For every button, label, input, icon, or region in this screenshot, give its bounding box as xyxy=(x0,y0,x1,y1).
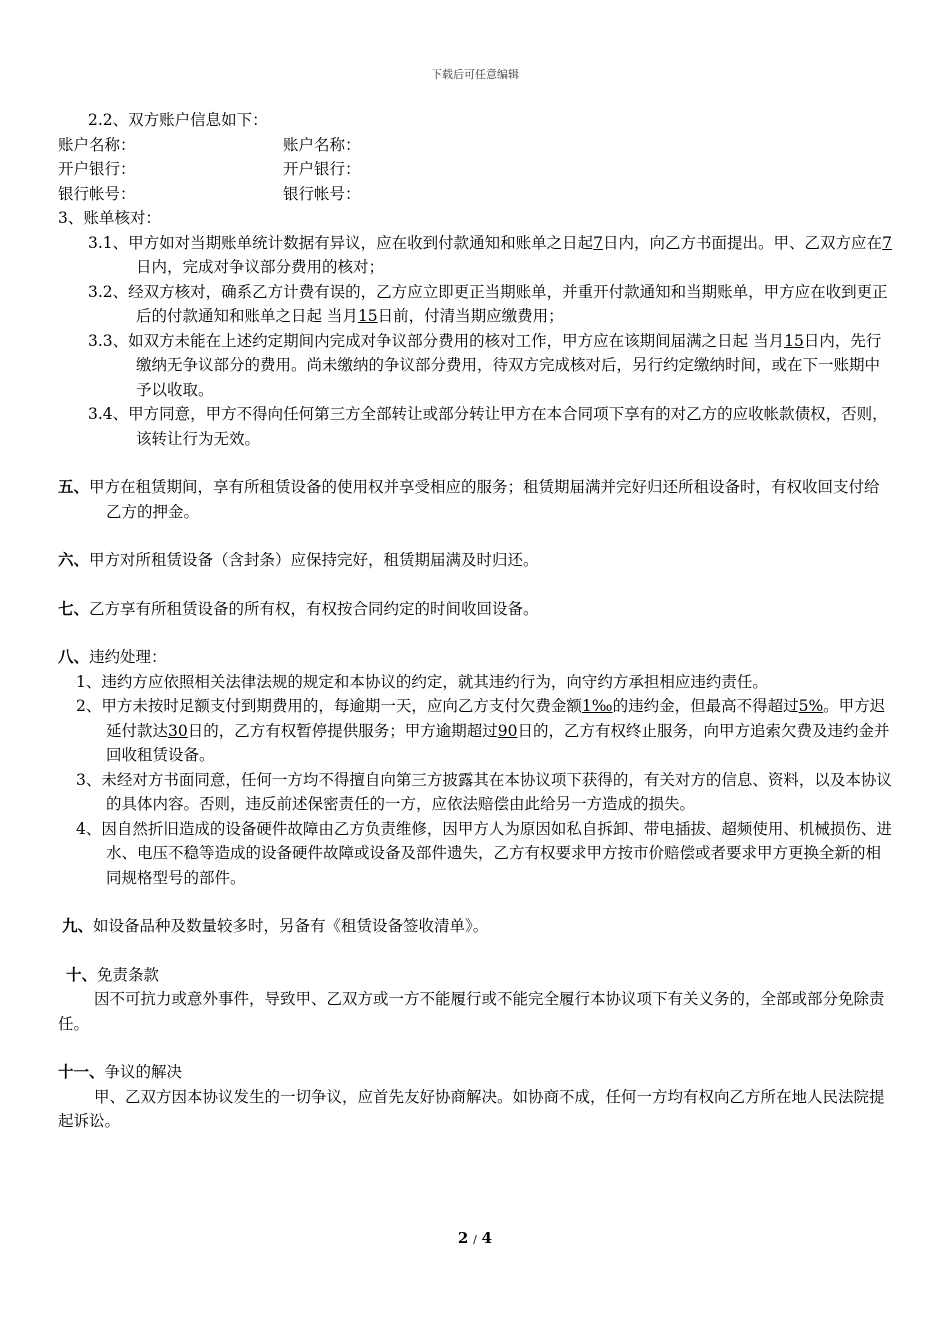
terminate-days-value: 90 xyxy=(497,721,518,740)
clause-text: 甲方同意，甲方不得向任何第三方全部转让或部分转让甲方在本合同项下享有的对乙方的应收帐款债权，否则，该转让行为无效。 xyxy=(128,405,888,448)
item-number: 3、 xyxy=(76,770,102,789)
clause-3-4-number: 3.4、 xyxy=(88,405,129,423)
days-value: 7 xyxy=(593,233,604,252)
section-7-number: 七、 xyxy=(58,598,90,618)
item-text: 因自然折旧造成的设备硬件故障由乙方负责维修，因甲方人为原因如私自拆卸、带电插拔、超频使用、机械损伤、进水、电压不稳等造成的设备硬件故障或设备及部件遗失，乙方有权要求甲方按市价赔偿或者要求甲方更换全新的相同规格型号的部件。 xyxy=(101,819,892,887)
section-text: 乙方享有所租赁设备的所有权，有权按合同约定的时间收回设备。 xyxy=(89,599,539,618)
breach-item-1 xyxy=(58,670,894,695)
item-text: 日的，乙方有权终止服务，向甲方追索欠费及违约金并回收租赁设备。 xyxy=(106,721,890,764)
section-5 xyxy=(58,475,894,524)
day-value: 15 xyxy=(357,307,378,325)
clause-text: 经双方核对，确系乙方计费有误的，乙方应立即更正当期账单，并重开付款通知和当期账单，甲方应在收到更正后的付款通知和账单之日起 当月 xyxy=(128,282,888,325)
party-b-bank-label: 开户银行： xyxy=(283,160,361,178)
days-value: 7 xyxy=(882,233,892,252)
section-9 xyxy=(58,914,894,939)
breach-item-3 xyxy=(58,768,894,817)
section-11-text: 甲、乙双方因本协议发生的一切争议，应首先友好协商解决。如协商不成，任何一方均有权向乙方所在地人民法院提起诉讼。 xyxy=(58,1087,885,1130)
breach-item-2 xyxy=(58,694,894,768)
page-total: 4 xyxy=(481,1229,493,1247)
section-10-title xyxy=(58,963,894,988)
party-a-account-name-label: 账户名称： xyxy=(58,135,136,154)
section-11-title xyxy=(58,1060,894,1085)
section-10-text: 因不可抗力或意外事件，导致甲、乙双方或一方不能履行或不能完全履行本协议项下有关义务的，全部或部分免除责任。 xyxy=(58,990,885,1033)
item-text: 的违约金，但最高不得超过 xyxy=(612,697,799,715)
day-value: 15 xyxy=(784,331,804,350)
clause-3-1 xyxy=(58,231,894,280)
section-8-title xyxy=(58,645,894,670)
party-b-account-name-label: 账户名称： xyxy=(283,135,361,154)
item-number: 4、 xyxy=(76,819,102,838)
page-number: 2 xyxy=(457,1229,469,1247)
clause-text: 如双方未能在上述约定期间内完成对争议部分费用的核对工作，甲方应在该期间届满之日起 当月 xyxy=(128,331,785,350)
document-body xyxy=(58,108,894,1134)
clause-3-2-number: 3.2、 xyxy=(88,282,129,301)
party-a-account-number-label: 银行帐号： xyxy=(58,184,136,203)
item-text: 未经对方书面同意，任何一方均不得擅自向第三方披露其在本协议项下获得的，有关对方的信息、资料，以及本协议的具体内容。否则，违反前述保密责任的一方，应依法赔偿由此给另一方造成的损失。 xyxy=(101,770,892,813)
section-9-number: 九、 xyxy=(62,916,94,935)
section-8-number: 八、 xyxy=(58,647,90,666)
section-6 xyxy=(58,548,894,573)
clause-text: 日内，向乙方书面提出。甲、乙双方应在 xyxy=(603,233,883,252)
clause-text: 日前，付清当期应缴费用； xyxy=(377,307,564,325)
item-text: 。甲方迟延付款达 xyxy=(106,697,886,740)
clause-3-3 xyxy=(58,329,894,403)
section-2-2-title: 2.2、双方账户信息如下： xyxy=(88,111,268,129)
section-10-number: 十、 xyxy=(66,964,98,984)
clause-3-2 xyxy=(58,280,894,329)
clause-text: 日内，完成对争议部分费用的核对； xyxy=(136,258,385,276)
section-5-number: 五、 xyxy=(58,477,90,496)
section-11-number: 十一、 xyxy=(58,1062,105,1081)
item-number: 2、 xyxy=(76,697,102,715)
item-text: 甲方未按时足额支付到期费用的，每逾期一天，应向乙方支付欠费金额 xyxy=(101,697,582,715)
page-footer xyxy=(0,1229,950,1247)
party-a-bank-label: 开户银行： xyxy=(58,160,136,178)
clause-3-4 xyxy=(58,402,894,451)
clause-3-1-number: 3.1、 xyxy=(88,233,129,252)
clause-text: 日内，先行缴纳无争议部分的费用。尚未缴纳的争议部分费用，待双方完成核对后，另行约定缴纳时间，或在下一账期中予以收取。 xyxy=(136,331,882,399)
section-text: 甲方在租赁期间，享有所租赁设备的使用权并享受相应的服务；租赁期届满并完好归还所租设备时，有权收回支付给乙方的押金。 xyxy=(89,478,880,521)
section-title: 违约处理： xyxy=(89,648,167,666)
item-text: 日的，乙方有权暂停提供服务；甲方逾期超过 xyxy=(187,721,498,740)
page-separator: / xyxy=(473,1233,477,1246)
item-text: 违约方应依照相关法律法规的规定和本协议的约定，就其违约行为，向守约方承担相应违约责任。 xyxy=(101,672,768,691)
section-6-number: 六、 xyxy=(58,550,90,569)
section-7 xyxy=(58,597,894,622)
account-row-name xyxy=(58,133,894,158)
section-title: 争议的解决 xyxy=(104,1063,183,1081)
section-title: 免责条款 xyxy=(97,965,160,984)
suspend-days-value: 30 xyxy=(168,721,188,740)
section-text: 甲方对所租赁设备（含封条）应保持完好，租赁期届满及时归还。 xyxy=(89,551,539,569)
clause-text: 甲方如对当期账单统计数据有异议，应在收到付款通知和账单之日起 xyxy=(128,233,594,252)
clause-3-3-number: 3.3、 xyxy=(88,331,129,350)
penalty-rate-value: 1‰ xyxy=(581,697,613,715)
party-b-account-number-label: 银行帐号： xyxy=(283,184,361,203)
penalty-cap-value: 5% xyxy=(798,697,824,715)
section-3-title: 3、账单核对： xyxy=(58,209,161,227)
account-row-bank xyxy=(58,157,894,182)
page-header: 下载后可任意编辑 xyxy=(431,68,519,81)
item-number: 1、 xyxy=(76,672,102,691)
breach-item-4 xyxy=(58,817,894,891)
section-text: 如设备品种及数量较多时，另备有《租赁设备签收清单》。 xyxy=(93,917,489,935)
account-row-number xyxy=(58,182,894,207)
